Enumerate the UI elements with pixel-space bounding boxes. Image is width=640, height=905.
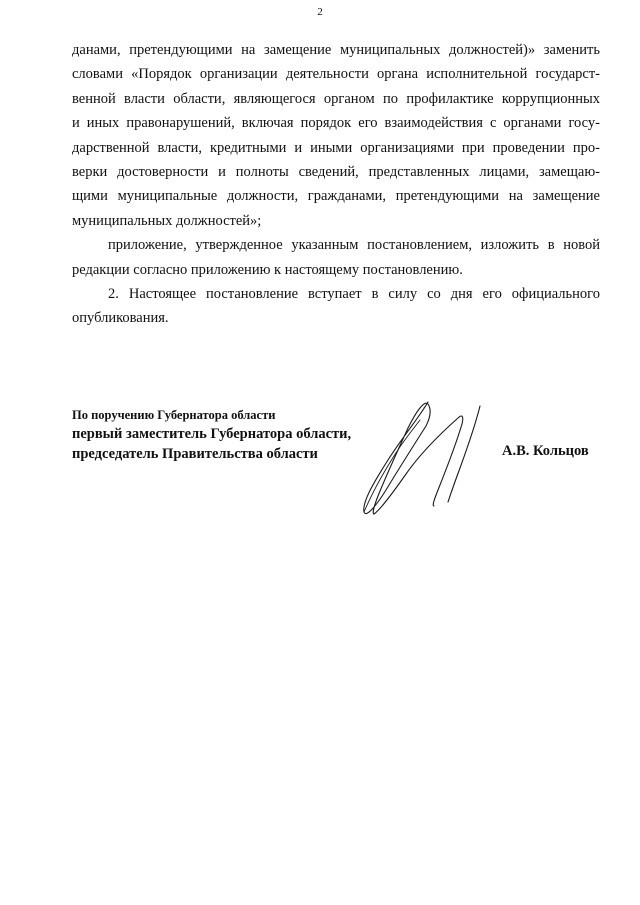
signer-position-line: председатель Правительства области	[72, 446, 318, 462]
signature-authority-line: По поручению Губернатора области	[72, 408, 276, 422]
text-line: опубликования.	[72, 310, 169, 327]
text-line: приложение, утвержденное указанным постановлением, изложить в новой	[108, 237, 600, 254]
page-number: 2	[317, 6, 323, 18]
text-line: и иных правонарушений, включая порядок его взаимодействия с органами госу-	[72, 115, 600, 132]
text-line: словами «Порядок организации деятельности органа исполнительной государст-	[72, 66, 600, 83]
text-line: редакции согласно приложению к настоящему постановлению.	[72, 261, 463, 278]
handwritten-signature	[350, 398, 490, 528]
document-body	[72, 38, 600, 331]
text-line: данами, претендующими на замещение муниципальных должностей)» заменить	[72, 42, 600, 58]
text-line: муниципальных должностей»;	[72, 212, 262, 229]
text-line: 2. Настоящее постановление вступает в силу со дня его официального	[108, 285, 600, 302]
text-line: щими муниципальные должности, гражданами, претендующими на замещение	[72, 188, 600, 205]
signer-position-line: первый заместитель Губернатора области,	[72, 426, 352, 442]
signer-name: А.В. Кольцов	[502, 443, 589, 459]
signature-block	[72, 406, 351, 464]
text-line: венной власти области, являющегося органом по профилактике коррупционных	[72, 90, 600, 107]
text-line: верки достоверности и полноты сведений, представленных лицами, замещаю-	[72, 163, 600, 180]
text-line: дарственной власти, кредитными и иными организациями при проведении про-	[72, 139, 600, 156]
